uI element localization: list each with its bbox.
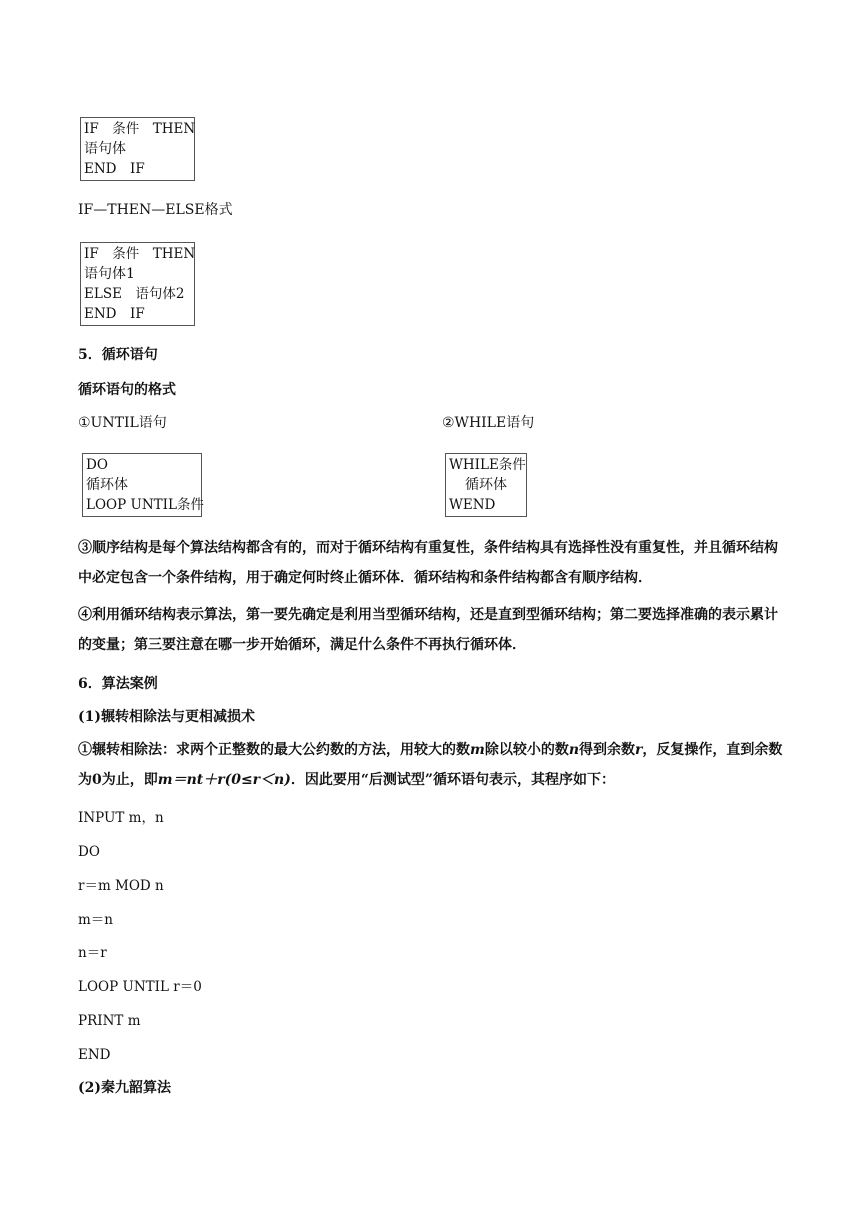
if-then-else-title: IF—THEN—ELSE格式 xyxy=(78,202,233,218)
section-6-title: 6．算法案例 xyxy=(78,676,158,692)
until-title: ①UNTIL语句 xyxy=(78,415,167,431)
code-line: 循环体 xyxy=(465,477,507,493)
code-line: 语句体1 xyxy=(84,266,135,282)
code-line: LOOP UNTIL条件 xyxy=(86,497,204,513)
subsection-1-title: (1)辗转相除法与更相减损术 xyxy=(78,709,255,725)
code-line: ELSE 语句体2 xyxy=(84,286,185,302)
text: ①辗转相除法：求两个正整数的最大公约数的方法，用较大的数 xyxy=(78,742,470,758)
var-r: r xyxy=(635,742,643,758)
if-then-code-box xyxy=(80,117,195,181)
while-code-box xyxy=(445,453,527,517)
text: ，反复操作，直到余数为0为止，即 xyxy=(78,742,783,788)
code-line: IF 条件 THEN xyxy=(84,121,196,137)
euclid-paragraph xyxy=(78,735,790,795)
text: 得到余数 xyxy=(579,742,636,758)
subsection-2-title: (2)秦九韶算法 xyxy=(78,1080,171,1096)
formula: m＝nt＋r(0≤r＜n) xyxy=(157,772,291,788)
text: 除以较小的数 xyxy=(484,742,569,758)
program-line: END xyxy=(78,1047,111,1063)
if-then-else-code-box xyxy=(80,242,195,326)
paragraph-3: ③顺序结构是每个算法结构都含有的，而对于循环结构有重复性，条件结构具有选择性没有重复性，并且循环结构中必定包含一个条件结构，用于确定何时终止循环体．循环结构和条件结构都含有顺序结构． xyxy=(78,540,778,586)
program-line: r＝m MOD n xyxy=(78,878,164,894)
code-line: IF 条件 THEN xyxy=(84,246,196,262)
code-line: END IF xyxy=(84,306,145,322)
program-line: m＝n xyxy=(78,912,113,928)
var-n: n xyxy=(568,742,580,758)
code-line: WHILE条件 xyxy=(449,457,526,473)
code-line: END IF xyxy=(84,161,145,177)
code-line: 循环体 xyxy=(86,477,128,493)
code-line: DO xyxy=(86,457,108,473)
while-title: ②WHILE语句 xyxy=(442,415,535,431)
program-line: DO xyxy=(78,844,100,860)
section-5-title: 5．循环语句 xyxy=(78,347,158,363)
paragraph-4: ④利用循环结构表示算法，第一要先确定是利用当型循环结构，还是直到型循环结构；第二要选择准确的表示累计的变量；第三要注意在哪一步开始循环，满足什么条件不再执行循环体． xyxy=(78,607,778,653)
code-line: 语句体 xyxy=(84,141,126,157)
program-line: INPUT m，n xyxy=(78,810,164,826)
loop-format-title: 循环语句的格式 xyxy=(78,382,176,398)
program-line: LOOP UNTIL r＝0 xyxy=(78,979,202,995)
var-m: m xyxy=(470,742,485,758)
program-line: n＝r xyxy=(78,945,107,961)
text: ．因此要用“后测试型”循环语句表示，其程序如下： xyxy=(290,772,615,788)
until-code-box xyxy=(82,453,202,517)
code-line: WEND xyxy=(449,497,496,513)
program-line: PRINT m xyxy=(78,1013,141,1029)
